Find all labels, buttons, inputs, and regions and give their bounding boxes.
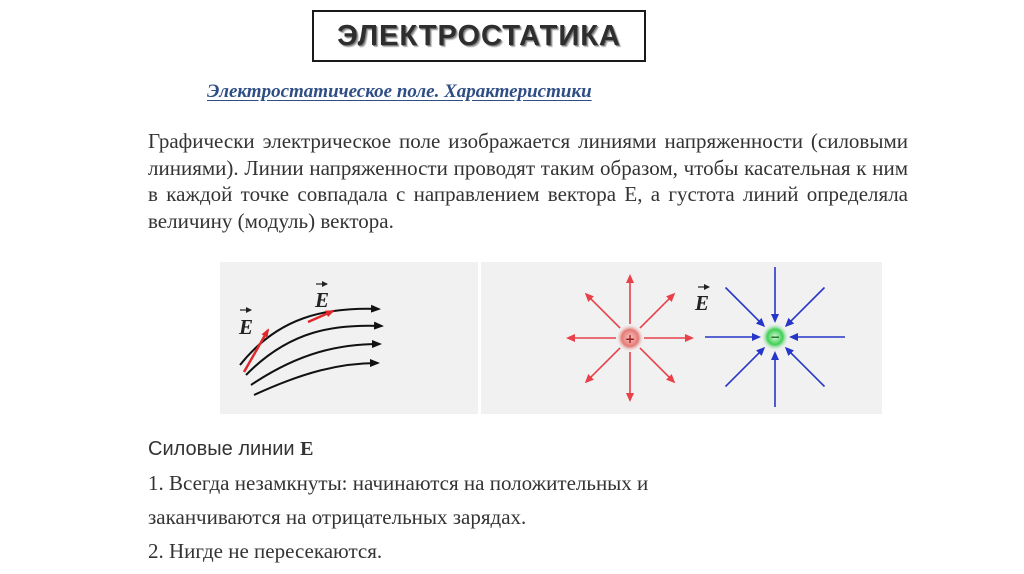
note-item-1-line-1: 1. Всегда незамкнуты: начинаются на положительных и <box>148 471 649 495</box>
vector-label-e: E <box>315 288 330 312</box>
inward-field-ray <box>786 288 824 326</box>
inward-field-ray <box>726 288 764 326</box>
svg-text:+: + <box>624 332 636 346</box>
notes-heading <box>148 432 908 466</box>
inward-field-ray <box>786 348 824 386</box>
inward-field-ray <box>726 348 764 386</box>
outward-field-ray <box>640 348 674 382</box>
notes-heading-text: Силовые линии <box>148 438 295 460</box>
point-charges-svg <box>481 262 882 414</box>
outward-field-ray <box>586 348 620 382</box>
field-lines-diagram <box>220 262 478 414</box>
vector-label-e: E <box>239 315 254 339</box>
field-line <box>254 363 378 395</box>
outward-field-ray <box>640 294 674 328</box>
svg-text:−: − <box>769 330 781 344</box>
title-box <box>312 10 646 62</box>
field-line <box>240 309 379 365</box>
note-item-1-line-2: заканчиваются на отрицательных зарядах. <box>148 505 527 529</box>
vector-label-e: E <box>695 291 710 315</box>
section-subtitle: Электростатическое поле. Характеристики <box>207 81 592 102</box>
notes-heading-symbol: Е <box>300 438 314 460</box>
field-lines-figure <box>220 262 882 414</box>
outward-field-ray <box>586 294 620 328</box>
field-lines-svg <box>220 262 478 414</box>
point-charge-fields <box>481 262 882 414</box>
page-title: ЭЛЕКТРОСТАТИКА <box>337 19 621 52</box>
field-line-properties <box>148 432 908 568</box>
description-paragraph: Графически электрическое поле изображается линиями напряженности (силовыми линиями). Линии напряженности проводят таким образом, чтобы касательная к ним в каждой точке совпадала с направлением вектора Е, а густота линий определяла величину (модуль) вектора. <box>148 129 908 233</box>
note-item-2: 2. Нигде не пересекаются. <box>148 539 383 563</box>
